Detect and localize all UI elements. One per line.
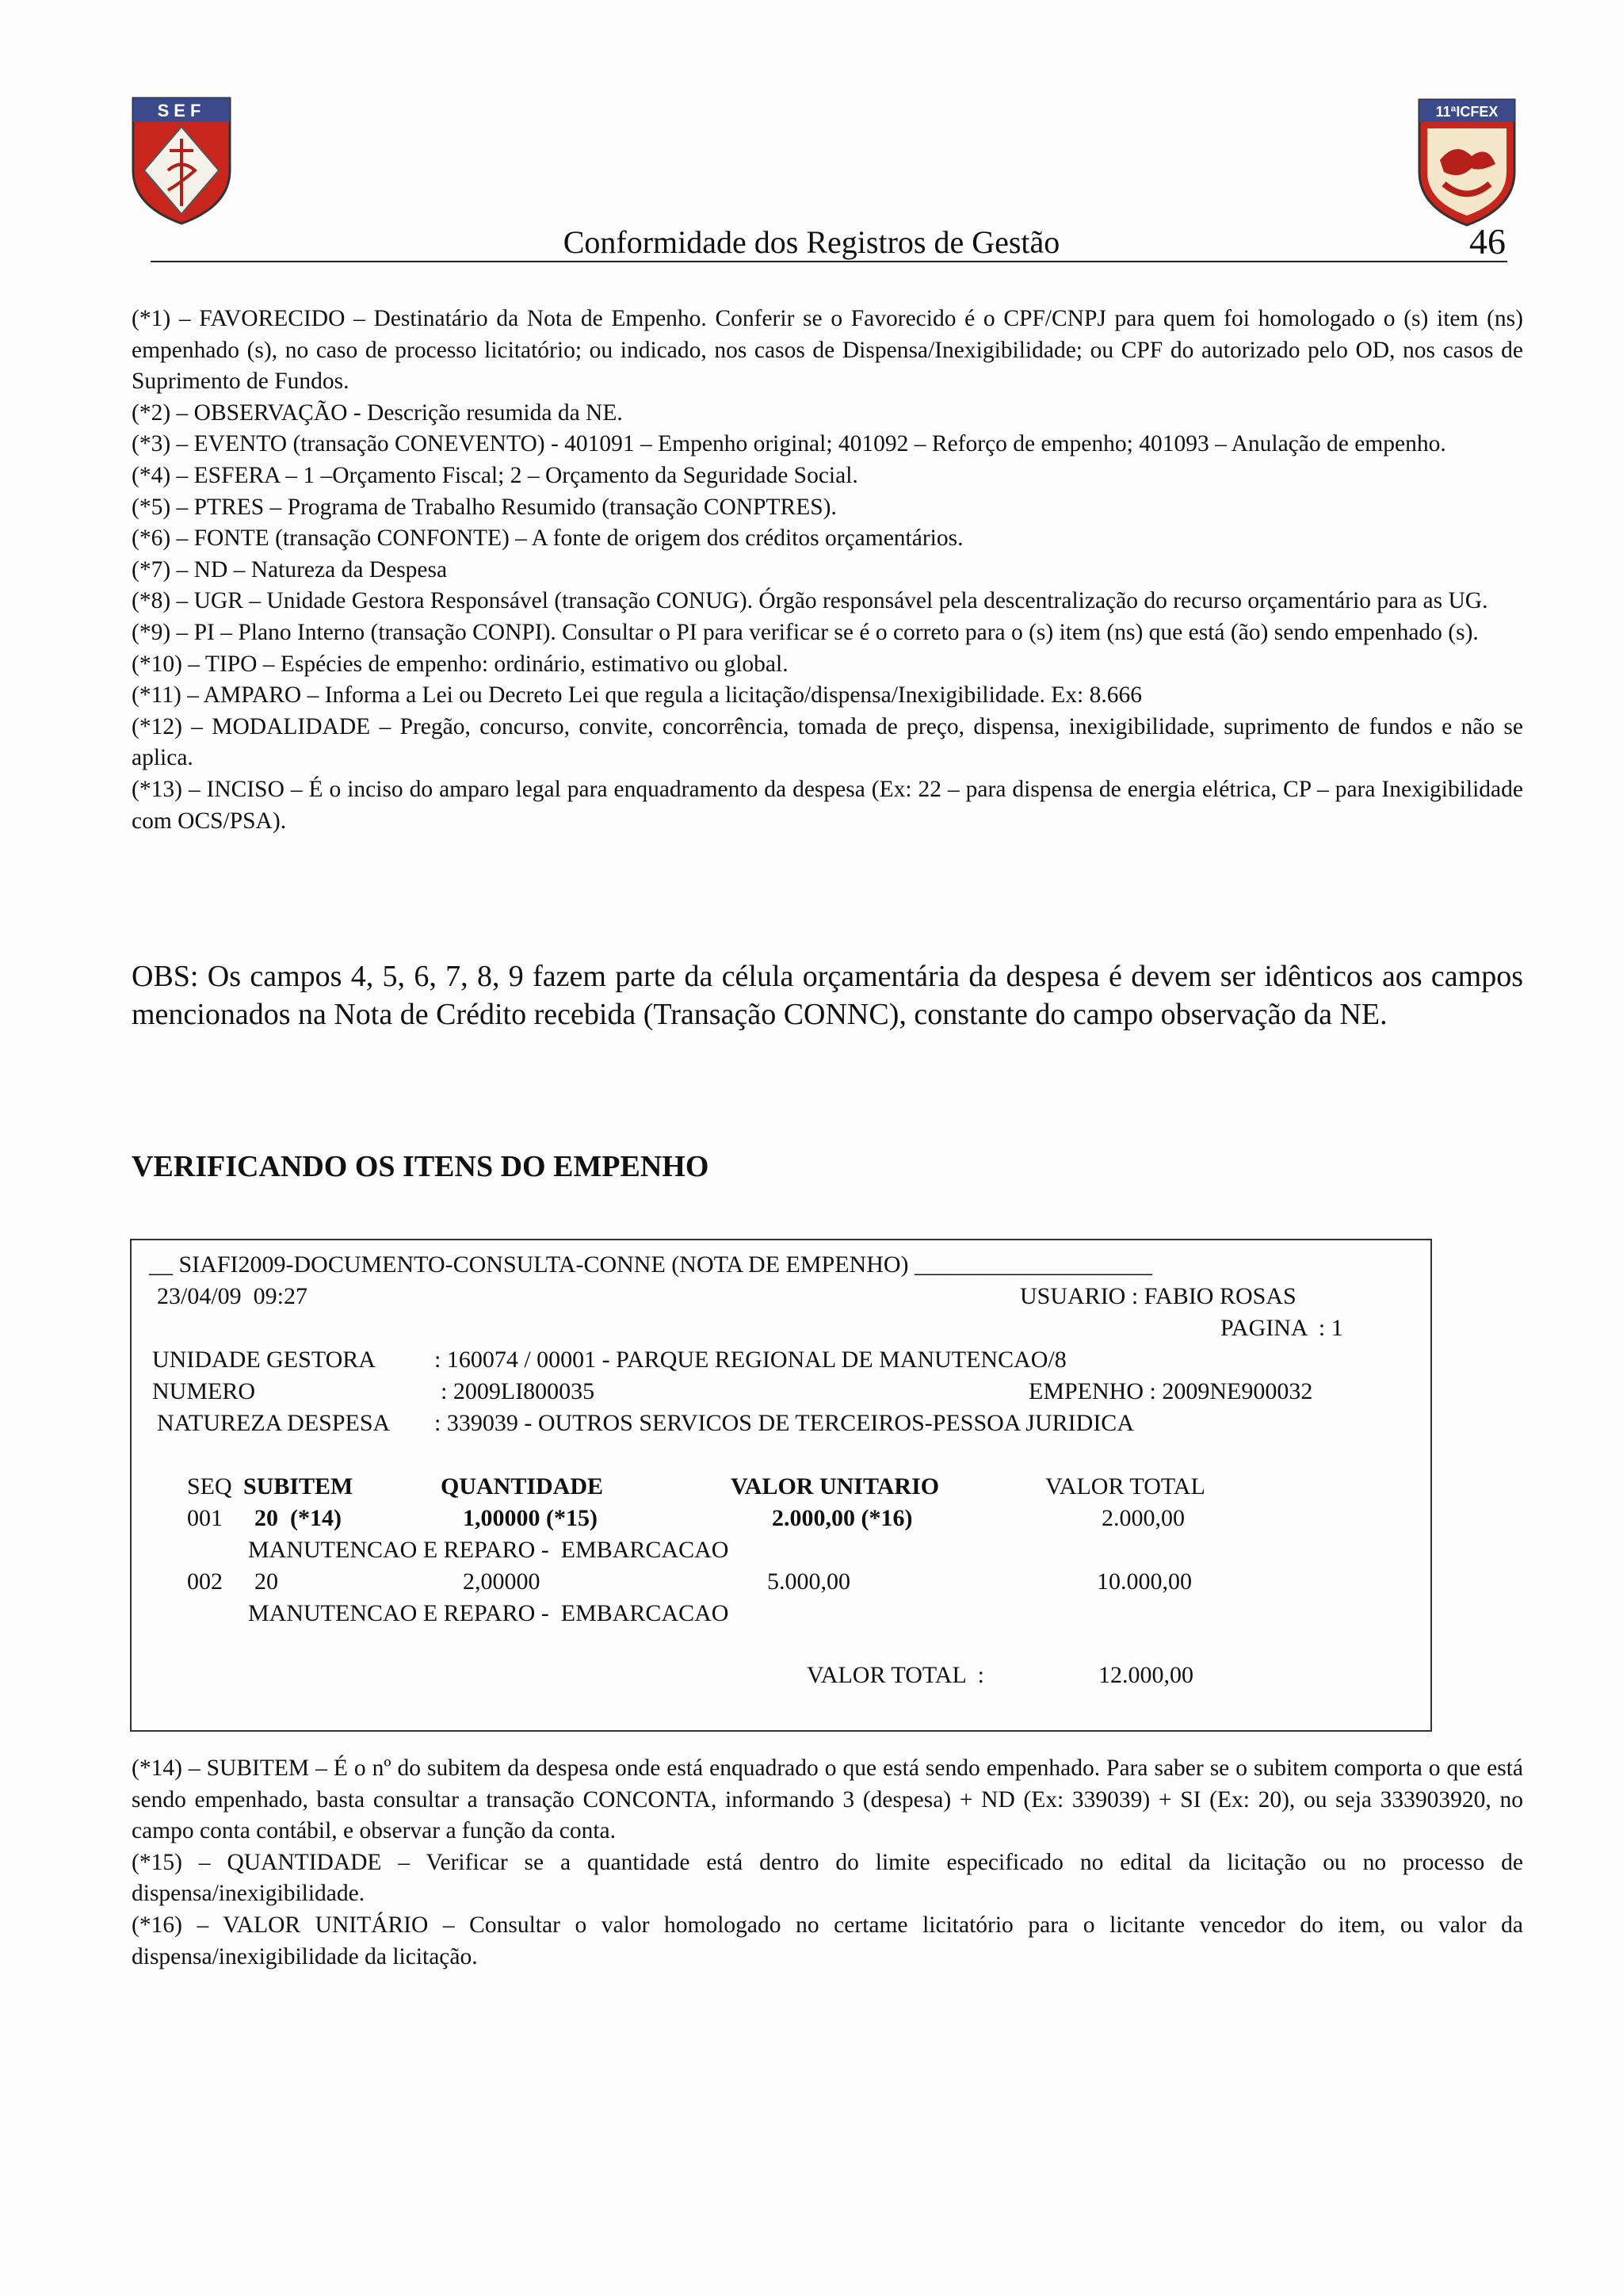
screen-total-value: 12.000,00 [1098, 1662, 1193, 1688]
row-2-subitem: 20 [254, 1568, 278, 1595]
row-1-descricao: MANUTENCAO E REPARO - EMBARCACAO [248, 1537, 729, 1563]
note-item: (*10) – TIPO – Espécies de empenho: ordinário, estimativo ou global. [132, 651, 789, 677]
row-2-quantidade: 2,00000 [463, 1568, 540, 1595]
icfex-logo-text: 11ªICFEX [1435, 104, 1499, 120]
screen-ug-value: : 160074 / 00001 - PARQUE REGIONAL DE MANUTENCAO/8 [434, 1347, 1067, 1373]
header-divider [151, 261, 1507, 262]
col-seq-header: SEQ [187, 1473, 232, 1499]
screen-total-label: VALOR TOTAL : [807, 1662, 985, 1688]
row-2-descricao: MANUTENCAO E REPARO - EMBARCACAO [248, 1600, 729, 1626]
footnotes [132, 1753, 1523, 1973]
screen-numero-value: : 2009LI800035 [441, 1378, 595, 1404]
footnote-item: (*16) – VALOR UNITÁRIO – Consultar o valor homologado no certame licitatório para o licitante vencedor do item, ou valor da dispensa/inexigibilidade da licitação. [132, 1912, 1523, 1969]
note-item: (*2) – OBSERVAÇÃO - Descrição resumida da NE. [132, 399, 623, 426]
col-subitem-header: SUBITEM [243, 1473, 353, 1499]
obs-paragraph: OBS: Os campos 4, 5, 6, 7, 8, 9 fazem parte da célula orçamentária da despesa é devem ser idênticos aos campos mencionados na Nota de Crédito recebida (Transação CONNC), constante do campo observação da NE. [132, 960, 1523, 1031]
col-valor-total-header: VALOR TOTAL [1045, 1473, 1205, 1499]
screen-ug-label: UNIDADE GESTORA [152, 1347, 376, 1373]
screen-usuario: USUARIO : FABIO ROSAS [1020, 1283, 1296, 1309]
col-quantidade-header: QUANTIDADE [441, 1473, 604, 1499]
note-item: (*7) – ND – Natureza da Despesa [132, 556, 448, 583]
screen-title-line: __ SIAFI2009-DOCUMENTO-CONSULTA-CONNE (NOTA DE EMPENHO) ____________________ [149, 1251, 1153, 1278]
note-item: (*8) – UGR – Unidade Gestora Responsável (transação CONUG). Órgão responsável pela descentralização do recurso orçamentário para as UG. [132, 588, 1488, 614]
note-item: (*3) – EVENTO (transação CONEVENTO) - 401091 – Empenho original; 401092 – Reforço de empenho; 401093 – Anulação de empenho. [132, 431, 1446, 457]
row-1-subitem: 20 (*14) [254, 1505, 342, 1531]
screen-datetime: 23/04/09 09:27 [157, 1283, 308, 1309]
footnote-item: (*15) – QUANTIDADE – Verificar se a quantidade está dentro do limite especificado no edital da licitação ou no processo de dispensa/inexigibilidade. [132, 1849, 1523, 1907]
icfex-shield-logo-icon [1416, 97, 1518, 227]
screen-empenho: EMPENHO : 2009NE900032 [1029, 1378, 1313, 1404]
note-item: (*6) – FONTE (transação CONFONTE) – A fonte de origem dos créditos orçamentários. [132, 525, 964, 552]
note-item: (*5) – PTRES – Programa de Trabalho Resumido (transação CONPTRES). [132, 494, 837, 520]
note-item: (*1) – FAVORECIDO – Destinatário da Nota de Empenho. Conferir se o Favorecido é o CPF/CNPJ para quem foi homologado o (s) item (ns) empenhado (s), no caso de processo licitatório; ou indicado, nos casos de Dispensa/Inexigibilidade; ou CPF do autorizado pelo OD, nos casos de Suprimento de Fundos. [132, 306, 1523, 395]
row-1-quantidade: 1,00000 (*15) [463, 1505, 598, 1531]
page-header-title: Conformidade dos Registros de Gestão [563, 224, 1060, 260]
field-notes [132, 304, 1523, 837]
screen-pagina: PAGINA : 1 [1220, 1315, 1343, 1341]
row-1-seq: 001 [187, 1505, 223, 1531]
row-1-valor-unitario: 2.000,00 (*16) [772, 1505, 913, 1531]
note-item: (*9) – PI – Plano Interno (transação CONPI). Consultar o PI para verificar se é o correto para o (s) item (ns) que está (ão) sendo empenhado (s). [132, 619, 1479, 645]
row-2-valor-total: 10.000,00 [1097, 1568, 1192, 1595]
screen-numero-label: NUMERO [152, 1378, 256, 1404]
section-title: VERIFICANDO OS ITENS DO EMPENHO [132, 1150, 709, 1183]
row-2-valor-unitario: 5.000,00 [767, 1568, 850, 1595]
sef-logo-text: SEF [157, 101, 206, 120]
footnote-item: (*14) – SUBITEM – É o nº do subitem da despesa onde está enquadrado o que está sendo empenhado. Para saber se o subitem comporta o que está sendo empenhado, basta consultar a transação CONCONTA, informando 3 (despesa) + ND (Ex: 339039) + SI (Ex: 20), ou seja 333903920, no campo conta contábil, e observar a função da conta. [132, 1755, 1523, 1844]
sef-shield-logo-icon [130, 95, 233, 226]
screen-natureza-label: NATUREZA DESPESA [157, 1410, 391, 1436]
row-2-seq: 002 [187, 1568, 223, 1595]
note-item: (*4) – ESFERA – 1 –Orçamento Fiscal; 2 – Orçamento da Seguridade Social. [132, 462, 858, 488]
note-item: (*11) – AMPARO – Informa a Lei ou Decreto Lei que regula a licitação/dispensa/Inexigibilidade. Ex: 8.666 [132, 682, 1142, 709]
screen-natureza-value: : 339039 - OUTROS SERVICOS DE TERCEIROS-PESSOA JURIDICA [434, 1410, 1134, 1436]
col-valor-unitario-header: VALOR UNITARIO [731, 1473, 940, 1499]
note-item: (*13) – INCISO – É o inciso do amparo legal para enquadramento da despesa (Ex: 22 – para dispensa de energia elétrica, CP – para Inexigibilidade com OCS/PSA). [132, 776, 1523, 834]
page-number: 46 [1469, 221, 1506, 262]
note-item: (*12) – MODALIDADE – Pregão, concurso, convite, concorrência, tomada de preço, dispensa, inexigibilidade, suprimento de fundos e não se aplica. [132, 713, 1523, 771]
row-1-valor-total: 2.000,00 [1102, 1505, 1185, 1531]
siafi-screen [130, 1239, 1432, 1732]
